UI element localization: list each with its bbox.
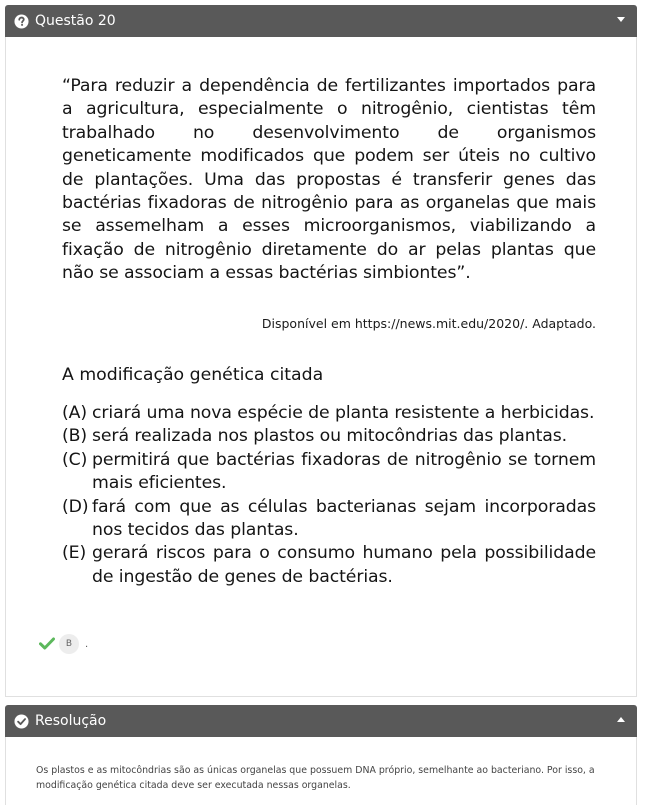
question-stem: A modificação genética citada	[62, 365, 324, 385]
alternative-b[interactable]	[62, 425, 596, 448]
alternatives-list	[62, 402, 596, 589]
resolution-panel-header[interactable]	[5, 705, 637, 737]
answer-suffix: .	[85, 638, 89, 650]
caret-down-icon[interactable]	[617, 17, 625, 22]
resolution-body	[5, 737, 637, 805]
alternative-text: fará com que as células bacterianas sejam incorporadas nos tecidos das plantas.	[92, 496, 596, 541]
alternative-letter: (C)	[62, 449, 88, 470]
alternative-letter: (A)	[62, 403, 88, 423]
question-title: Questão 20	[35, 13, 116, 29]
resolution-title: Resolução	[35, 713, 107, 729]
alternative-d[interactable]	[62, 496, 596, 543]
question-body	[5, 37, 637, 697]
answer-row	[39, 634, 88, 654]
caret-up-icon[interactable]	[617, 717, 625, 722]
alternative-e[interactable]	[62, 542, 596, 589]
resolution-text: Os plastos e as mitocôndrias são as únicas organelas que possuem DNA próprio, semelhante ao bacteriano. Por isso, a modificação genética citada deve ser executada nessas organelas.	[36, 765, 595, 791]
question-quote: “Para reduzir a dependência de fertilizantes importados para a agricultura, especialmente o nitrogênio, cientistas têm trabalhado no desenvolvimento de organismos geneticamente modificados que podem ser úteis no cultivo de plantações. Uma das propostas é transferir genes das bactérias fixadoras de nitrogênio para as organelas que mais se assemelham a esses microorganismos, viabilizando a fixação de nitrogênio diretamente do ar pelas plantas que não se associam a essas bactérias simbiontes”.	[62, 76, 596, 284]
check-circle-icon	[14, 714, 29, 729]
answer-badge: B	[59, 634, 79, 654]
alternative-a[interactable]	[62, 402, 596, 425]
question-circle-icon	[14, 14, 29, 29]
alternative-text: criará uma nova espécie de planta resistente a herbicidas.	[92, 403, 595, 423]
alternative-letter: (E)	[62, 543, 87, 564]
question-panel-header[interactable]	[5, 5, 637, 37]
alternative-c[interactable]	[62, 449, 596, 496]
alternative-letter: (B)	[62, 426, 88, 447]
quote-source: Disponível em https://news.mit.edu/2020/. Adaptado.	[261, 316, 596, 331]
alternative-text: permitirá que bactérias fixadoras de nitrogênio se tornem mais eficientes.	[92, 449, 596, 494]
alternative-text: gerará riscos para o consumo humano pela possibilidade de ingestão de genes de bactérias.	[92, 543, 596, 587]
alternative-text: será realizada nos plastos ou mitocôndrias das plantas.	[92, 426, 568, 447]
check-icon	[39, 635, 55, 654]
alternative-letter: (D)	[62, 496, 89, 517]
